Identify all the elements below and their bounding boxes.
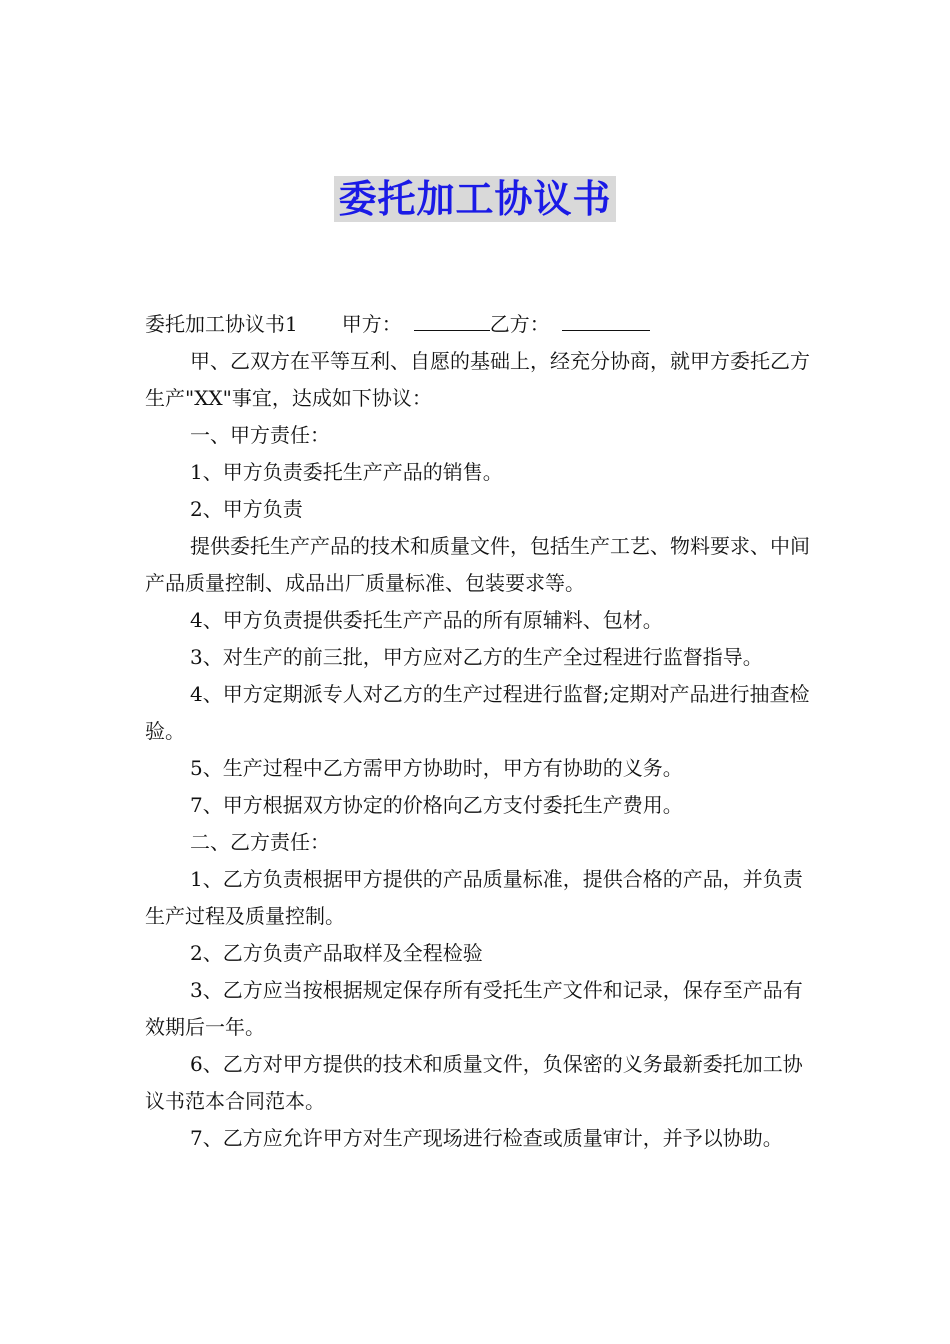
party-b-blank (562, 308, 650, 331)
title-container (0, 176, 950, 222)
section-a-item: 5、生产过程中乙方需甲方协助时，甲方有协助的义务。 (190, 756, 683, 780)
section-a-item: 4、甲方定期派专人对乙方的生产过程进行监督;定期对产品进行抽查检验。 (145, 682, 810, 743)
section-a-item: 7、甲方根据双方协定的价格向乙方支付委托生产费用。 (190, 793, 683, 817)
party-a-blank (414, 308, 490, 331)
document-title: 委托加工协议书 (334, 176, 615, 222)
section-a-item: 4、甲方负责提供委托生产产品的所有原辅料、包材。 (190, 608, 663, 632)
party-b-label: 乙方： (489, 312, 550, 336)
section-b-item: 6、乙方对甲方提供的技术和质量文件，负保密的义务最新委托加工协议书范本合同范本。 (145, 1052, 803, 1113)
section-b-item: 7、乙方应允许甲方对生产现场进行检查或质量审计，并予以协助。 (190, 1126, 783, 1150)
section-a-item: 2、甲方负责 (190, 497, 303, 521)
section-b-item: 1、乙方负责根据甲方提供的产品质量标准，提供合格的产品，并负责生产过程及质量控制。 (145, 867, 803, 928)
intro-paragraph: 甲、乙双方在平等互利、自愿的基础上，经充分协商，就甲方委托乙方生产"XX"事宜，达成如下协议： (145, 349, 810, 410)
section-a-item: 提供委托生产产品的技术和质量文件，包括生产工艺、物料要求、中间产品质量控制、成品出厂质量标准、包装要求等。 (145, 534, 810, 595)
doc-label: 委托加工协议书1 (145, 312, 298, 336)
section-b-heading: 二、乙方责任： (190, 830, 330, 854)
header-line (145, 306, 815, 343)
section-a-item: 1、甲方负责委托生产产品的销售。 (190, 460, 503, 484)
party-a-label: 甲方： (341, 312, 402, 336)
section-a-item: 3、对生产的前三批，甲方应对乙方的生产全过程进行监督指导。 (190, 645, 763, 669)
section-a-heading: 一、甲方责任： (190, 423, 330, 447)
section-b-item: 2、乙方负责产品取样及全程检验 (190, 941, 483, 965)
document-body (145, 306, 815, 1157)
section-b-item: 3、乙方应当按根据规定保存所有受托生产文件和记录，保存至产品有效期后一年。 (145, 978, 803, 1039)
